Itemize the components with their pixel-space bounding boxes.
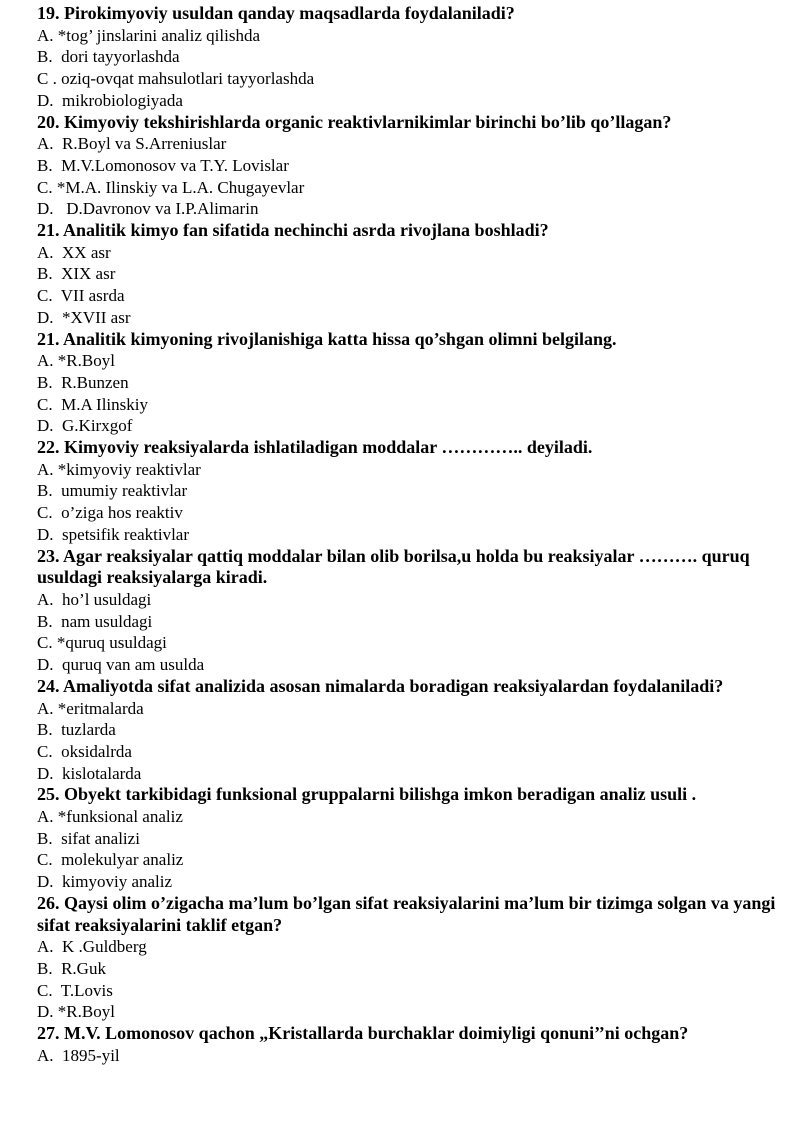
answer-option: C . oziq-ovqat mahsulotlari tayyorlashda (37, 69, 315, 89)
answer-option: D. *XVII asr (37, 307, 131, 327)
question-text: 26. Qaysi olim o’zigacha ma’lum bo’lgan sifat reaksiyalarini ma’lum bir tizimga solgan va yangi sifat reaksiyalarini taklif etgan? (37, 892, 776, 935)
answer-option: B. M.V.Lomonosov va T.Y. Lovislar (37, 155, 289, 175)
answer-option: D. spetsifik reaktivlar (37, 524, 190, 544)
answer-option: A. ho’l usuldagi (37, 589, 152, 609)
question-block (37, 546, 777, 676)
answer-option: C. o’ziga hos reaktiv (37, 503, 183, 523)
answer-option: A. *eritmalarda (37, 698, 144, 718)
answer-option: D. quruq van am usulda (37, 655, 205, 675)
question-text: 25. Obyekt tarkibidagi funksional gruppalarni bilishga imkon beradigan analiz usuli . (37, 784, 697, 805)
answer-option: B. R.Bunzen (37, 372, 129, 392)
question-block (37, 220, 777, 329)
question-block (37, 784, 777, 893)
answer-option: D. kimyoviy analiz (37, 872, 173, 892)
answer-option: D. D.Davronov va I.P.Alimarin (37, 199, 259, 219)
question-text: 21. Analitik kimyoning rivojlanishiga katta hissa qo’shgan olimni belgilang. (37, 328, 617, 349)
answer-option: B. umumiy reaktivlar (37, 481, 188, 501)
question-text: 21. Analitik kimyo fan sifatida nechinchi asrda rivojlana boshladi? (37, 220, 549, 241)
question-block (37, 1023, 777, 1066)
answer-option: B. R.Guk (37, 958, 106, 978)
answer-option: D. kislotalarda (37, 763, 142, 783)
question-text: 23. Agar reaksiyalar qattiq moddalar bilan olib borilsa,u holda bu reaksiyalar ………. quruq usuldagi reaksiyalarga kiradi. (37, 545, 750, 588)
answer-option: C. T.Lovis (37, 980, 113, 1000)
question-text: 24. Amaliyotda sifat analizida asosan nimalarda boradigan reaksiyalardan foydalaniladi? (37, 675, 724, 696)
answer-option: C. M.A Ilinskiy (37, 394, 148, 414)
answer-option: C. molekulyar analiz (37, 850, 184, 870)
question-block (37, 437, 777, 546)
answer-option: B. nam usuldagi (37, 611, 153, 631)
answer-option: B. dori tayyorlashda (37, 47, 180, 67)
answer-option: B. tuzlarda (37, 720, 116, 740)
question-text: 27. M.V. Lomonosov qachon „Kristallarda burchaklar doimiyligi qonuni’’ni ochgan? (37, 1023, 689, 1044)
answer-option: A. XX asr (37, 242, 111, 262)
answer-option: A. R.Boyl va S.Arreniuslar (37, 134, 227, 154)
question-block (37, 329, 777, 438)
answer-option: C. VII asrda (37, 286, 125, 306)
answer-option: A. 1895-yil (37, 1045, 120, 1065)
question-text: 19. Pirokimyoviy usuldan qanday maqsadlarda foydalaniladi? (37, 3, 515, 23)
question-block (37, 676, 777, 785)
question-text: 20. Kimyoviy tekshirishlarda organic reaktivlarnikimlar birinchi bo’lib qo’llagan? (37, 111, 672, 132)
answer-option: A. *kimyoviy reaktivlar (37, 459, 201, 479)
question-text: 22. Kimyoviy reaksiyalarda ishlatiladigan moddalar ………….. deyiladi. (37, 437, 593, 458)
question-block (37, 3, 777, 112)
answer-option: C. *quruq usuldagi (37, 633, 167, 653)
answer-option: D. G.Kirxgof (37, 416, 133, 436)
answer-option: A. K .Guldberg (37, 937, 147, 957)
answer-option: B. XIX asr (37, 264, 116, 284)
answer-option: B. sifat analizi (37, 828, 140, 848)
question-block (37, 893, 777, 1023)
answer-option: C. *M.A. Ilinskiy va L.A. Chugayevlar (37, 177, 305, 197)
answer-option: C. oksidalrda (37, 741, 132, 761)
answer-option: D. mikrobiologiyada (37, 90, 183, 110)
question-block (37, 112, 777, 221)
answer-option: D. *R.Boyl (37, 1002, 115, 1022)
answer-option: A. *funksional analiz (37, 807, 183, 827)
answer-option: A. *tog’ jinslarini analiz qilishda (37, 25, 261, 45)
answer-option: A. *R.Boyl (37, 351, 115, 371)
